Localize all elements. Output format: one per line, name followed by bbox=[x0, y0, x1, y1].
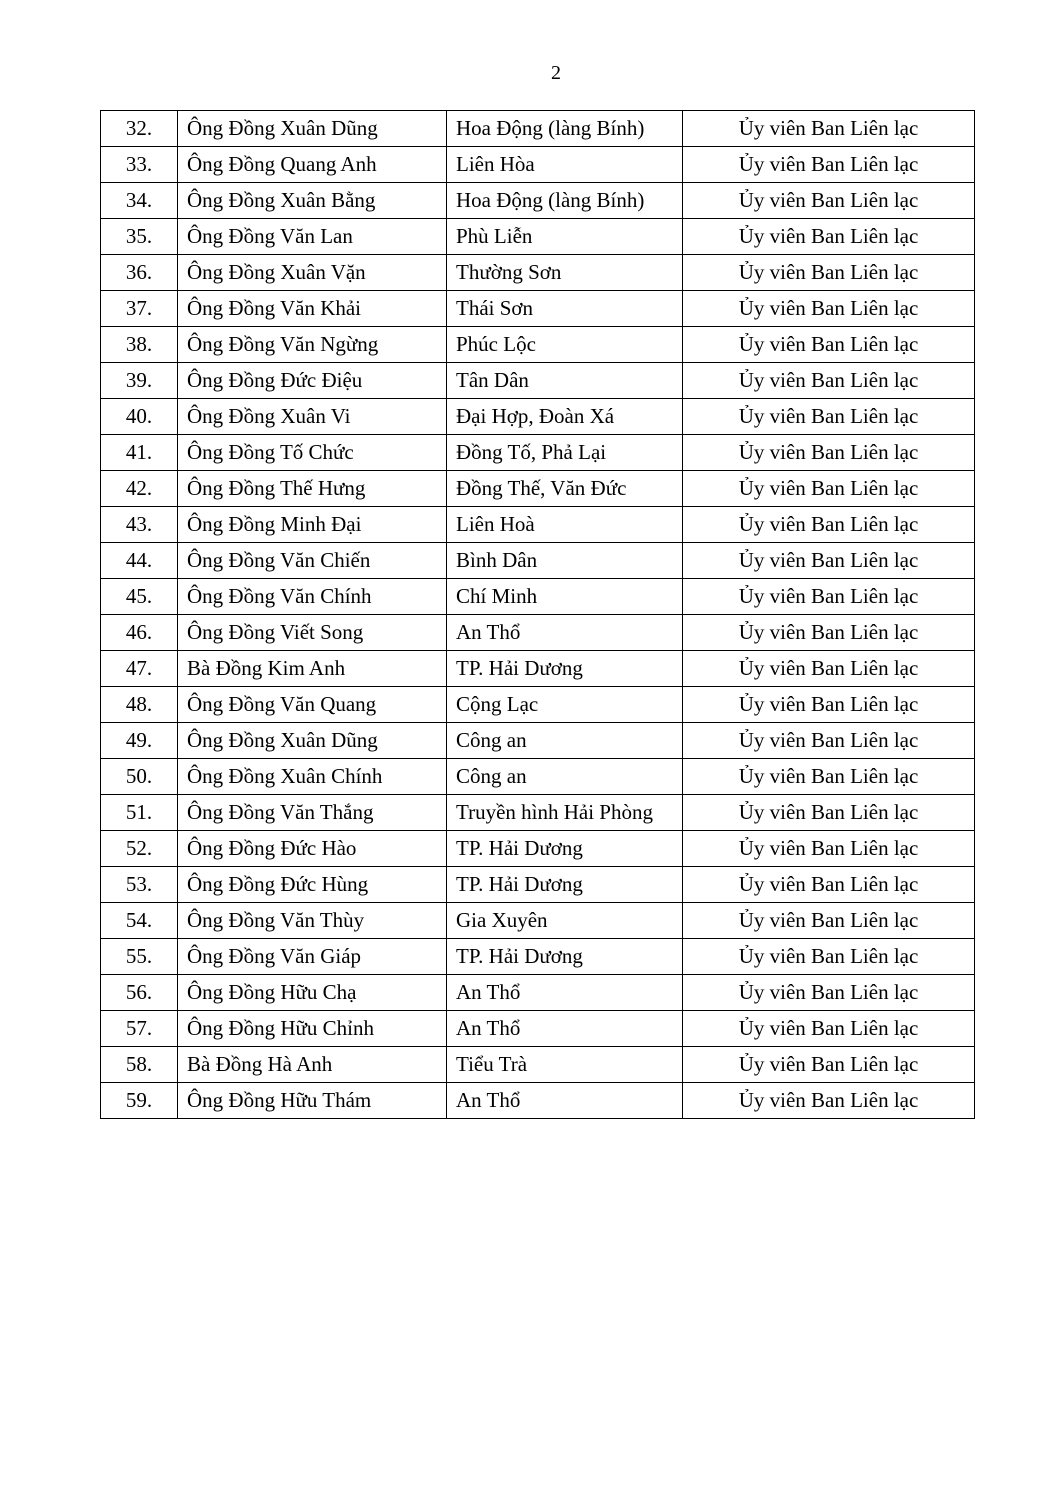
table-row bbox=[101, 687, 975, 723]
member-name: Ông Đồng Văn Chiến bbox=[178, 543, 447, 579]
member-place: Chí Minh bbox=[447, 579, 683, 615]
row-number: 32. bbox=[101, 111, 178, 147]
table-row bbox=[101, 723, 975, 759]
member-name: Ông Đồng Hữu Chạ bbox=[178, 975, 447, 1011]
member-name: Ông Đồng Văn Giáp bbox=[178, 939, 447, 975]
row-number: 54. bbox=[101, 903, 178, 939]
row-number: 51. bbox=[101, 795, 178, 831]
table-row bbox=[101, 867, 975, 903]
member-name: Ông Đồng Xuân Dũng bbox=[178, 111, 447, 147]
member-place: Phù Liễn bbox=[447, 219, 683, 255]
table-row bbox=[101, 291, 975, 327]
member-name: Bà Đồng Hà Anh bbox=[178, 1047, 447, 1083]
table-row bbox=[101, 939, 975, 975]
table-row bbox=[101, 255, 975, 291]
member-place: Hoa Động (làng Bính) bbox=[447, 183, 683, 219]
table-row bbox=[101, 219, 975, 255]
member-place: Công an bbox=[447, 759, 683, 795]
member-place: Tiểu Trà bbox=[447, 1047, 683, 1083]
member-name: Ông Đồng Đức Hào bbox=[178, 831, 447, 867]
row-number: 57. bbox=[101, 1011, 178, 1047]
table-row bbox=[101, 363, 975, 399]
table-row bbox=[101, 759, 975, 795]
table-row bbox=[101, 147, 975, 183]
member-role: Ủy viên Ban Liên lạc bbox=[683, 507, 975, 543]
member-role: Ủy viên Ban Liên lạc bbox=[683, 867, 975, 903]
member-role: Ủy viên Ban Liên lạc bbox=[683, 651, 975, 687]
member-role: Ủy viên Ban Liên lạc bbox=[683, 219, 975, 255]
member-place: Liên Hoà bbox=[447, 507, 683, 543]
member-role: Ủy viên Ban Liên lạc bbox=[683, 255, 975, 291]
member-role: Ủy viên Ban Liên lạc bbox=[683, 363, 975, 399]
member-place: Đồng Thế, Văn Đức bbox=[447, 471, 683, 507]
member-name: Ông Đồng Đức Hùng bbox=[178, 867, 447, 903]
row-number: 39. bbox=[101, 363, 178, 399]
member-role: Ủy viên Ban Liên lạc bbox=[683, 903, 975, 939]
row-number: 59. bbox=[101, 1083, 178, 1119]
row-number: 49. bbox=[101, 723, 178, 759]
table-row bbox=[101, 1011, 975, 1047]
table-row bbox=[101, 1083, 975, 1119]
table-row bbox=[101, 831, 975, 867]
member-place: Thái Sơn bbox=[447, 291, 683, 327]
member-name: Ông Đồng Thế Hưng bbox=[178, 471, 447, 507]
table-row bbox=[101, 327, 975, 363]
member-name: Ông Đồng Văn Thắng bbox=[178, 795, 447, 831]
member-name: Ông Đồng Văn Chính bbox=[178, 579, 447, 615]
member-role: Ủy viên Ban Liên lạc bbox=[683, 687, 975, 723]
row-number: 47. bbox=[101, 651, 178, 687]
row-number: 55. bbox=[101, 939, 178, 975]
member-role: Ủy viên Ban Liên lạc bbox=[683, 327, 975, 363]
member-role: Ủy viên Ban Liên lạc bbox=[683, 111, 975, 147]
row-number: 56. bbox=[101, 975, 178, 1011]
member-place: Tân Dân bbox=[447, 363, 683, 399]
row-number: 48. bbox=[101, 687, 178, 723]
member-name: Ông Đồng Xuân Chính bbox=[178, 759, 447, 795]
member-place: Gia Xuyên bbox=[447, 903, 683, 939]
row-number: 40. bbox=[101, 399, 178, 435]
member-name: Ông Đồng Quang Anh bbox=[178, 147, 447, 183]
row-number: 52. bbox=[101, 831, 178, 867]
row-number: 42. bbox=[101, 471, 178, 507]
member-place: Đại Hợp, Đoàn Xá bbox=[447, 399, 683, 435]
member-place: Truyền hình Hải Phòng bbox=[447, 795, 683, 831]
member-place: TP. Hải Dương bbox=[447, 651, 683, 687]
table-row bbox=[101, 399, 975, 435]
member-name: Ông Đồng Văn Khải bbox=[178, 291, 447, 327]
row-number: 38. bbox=[101, 327, 178, 363]
member-role: Ủy viên Ban Liên lạc bbox=[683, 723, 975, 759]
table-row bbox=[101, 795, 975, 831]
row-number: 44. bbox=[101, 543, 178, 579]
member-role: Ủy viên Ban Liên lạc bbox=[683, 615, 975, 651]
member-place: TP. Hải Dương bbox=[447, 939, 683, 975]
member-role: Ủy viên Ban Liên lạc bbox=[683, 975, 975, 1011]
member-table bbox=[100, 110, 975, 1119]
row-number: 45. bbox=[101, 579, 178, 615]
member-name: Ông Đồng Văn Quang bbox=[178, 687, 447, 723]
member-place: An Thổ bbox=[447, 975, 683, 1011]
table-row bbox=[101, 507, 975, 543]
member-name: Ông Đồng Xuân Vặn bbox=[178, 255, 447, 291]
member-name: Bà Đồng Kim Anh bbox=[178, 651, 447, 687]
member-role: Ủy viên Ban Liên lạc bbox=[683, 1083, 975, 1119]
member-role: Ủy viên Ban Liên lạc bbox=[683, 183, 975, 219]
member-name: Ông Đồng Viết Song bbox=[178, 615, 447, 651]
member-role: Ủy viên Ban Liên lạc bbox=[683, 579, 975, 615]
member-place: Bình Dân bbox=[447, 543, 683, 579]
member-name: Ông Đồng Hữu Thám bbox=[178, 1083, 447, 1119]
member-role: Ủy viên Ban Liên lạc bbox=[683, 759, 975, 795]
member-place: TP. Hải Dương bbox=[447, 831, 683, 867]
row-number: 41. bbox=[101, 435, 178, 471]
member-role: Ủy viên Ban Liên lạc bbox=[683, 1047, 975, 1083]
member-place: Cộng Lạc bbox=[447, 687, 683, 723]
row-number: 36. bbox=[101, 255, 178, 291]
row-number: 58. bbox=[101, 1047, 178, 1083]
member-name: Ông Đồng Xuân Vi bbox=[178, 399, 447, 435]
member-place: An Thổ bbox=[447, 615, 683, 651]
row-number: 33. bbox=[101, 147, 178, 183]
member-name: Ông Đồng Hữu Chỉnh bbox=[178, 1011, 447, 1047]
member-role: Ủy viên Ban Liên lạc bbox=[683, 831, 975, 867]
row-number: 43. bbox=[101, 507, 178, 543]
row-number: 37. bbox=[101, 291, 178, 327]
member-role: Ủy viên Ban Liên lạc bbox=[683, 291, 975, 327]
member-place: An Thổ bbox=[447, 1011, 683, 1047]
table-row bbox=[101, 435, 975, 471]
table-row bbox=[101, 903, 975, 939]
table-row bbox=[101, 543, 975, 579]
row-number: 50. bbox=[101, 759, 178, 795]
table-row bbox=[101, 1047, 975, 1083]
member-place: Hoa Động (làng Bính) bbox=[447, 111, 683, 147]
member-name: Ông Đồng Đức Điệu bbox=[178, 363, 447, 399]
member-role: Ủy viên Ban Liên lạc bbox=[683, 939, 975, 975]
member-name: Ông Đồng Tố Chức bbox=[178, 435, 447, 471]
member-place: Thường Sơn bbox=[447, 255, 683, 291]
member-name: Ông Đồng Văn Lan bbox=[178, 219, 447, 255]
member-name: Ông Đồng Văn Ngừng bbox=[178, 327, 447, 363]
member-role: Ủy viên Ban Liên lạc bbox=[683, 435, 975, 471]
member-role: Ủy viên Ban Liên lạc bbox=[683, 399, 975, 435]
member-place: Đồng Tố, Phả Lại bbox=[447, 435, 683, 471]
table-row bbox=[101, 651, 975, 687]
member-name: Ông Đồng Xuân Bằng bbox=[178, 183, 447, 219]
member-place: TP. Hải Dương bbox=[447, 867, 683, 903]
row-number: 46. bbox=[101, 615, 178, 651]
member-name: Ông Đồng Xuân Dũng bbox=[178, 723, 447, 759]
table-row bbox=[101, 183, 975, 219]
table-row bbox=[101, 471, 975, 507]
member-place: Liên Hòa bbox=[447, 147, 683, 183]
table-row bbox=[101, 579, 975, 615]
member-place: Phúc Lộc bbox=[447, 327, 683, 363]
table-row bbox=[101, 615, 975, 651]
table-row bbox=[101, 975, 975, 1011]
row-number: 35. bbox=[101, 219, 178, 255]
table-row bbox=[101, 111, 975, 147]
member-role: Ủy viên Ban Liên lạc bbox=[683, 147, 975, 183]
member-role: Ủy viên Ban Liên lạc bbox=[683, 543, 975, 579]
member-role: Ủy viên Ban Liên lạc bbox=[683, 471, 975, 507]
member-place: Công an bbox=[447, 723, 683, 759]
member-place: An Thổ bbox=[447, 1083, 683, 1119]
member-name: Ông Đồng Minh Đại bbox=[178, 507, 447, 543]
page-number: 2 bbox=[551, 62, 561, 84]
row-number: 53. bbox=[101, 867, 178, 903]
member-name: Ông Đồng Văn Thùy bbox=[178, 903, 447, 939]
member-role: Ủy viên Ban Liên lạc bbox=[683, 795, 975, 831]
row-number: 34. bbox=[101, 183, 178, 219]
member-table-body bbox=[101, 111, 975, 1119]
member-role: Ủy viên Ban Liên lạc bbox=[683, 1011, 975, 1047]
